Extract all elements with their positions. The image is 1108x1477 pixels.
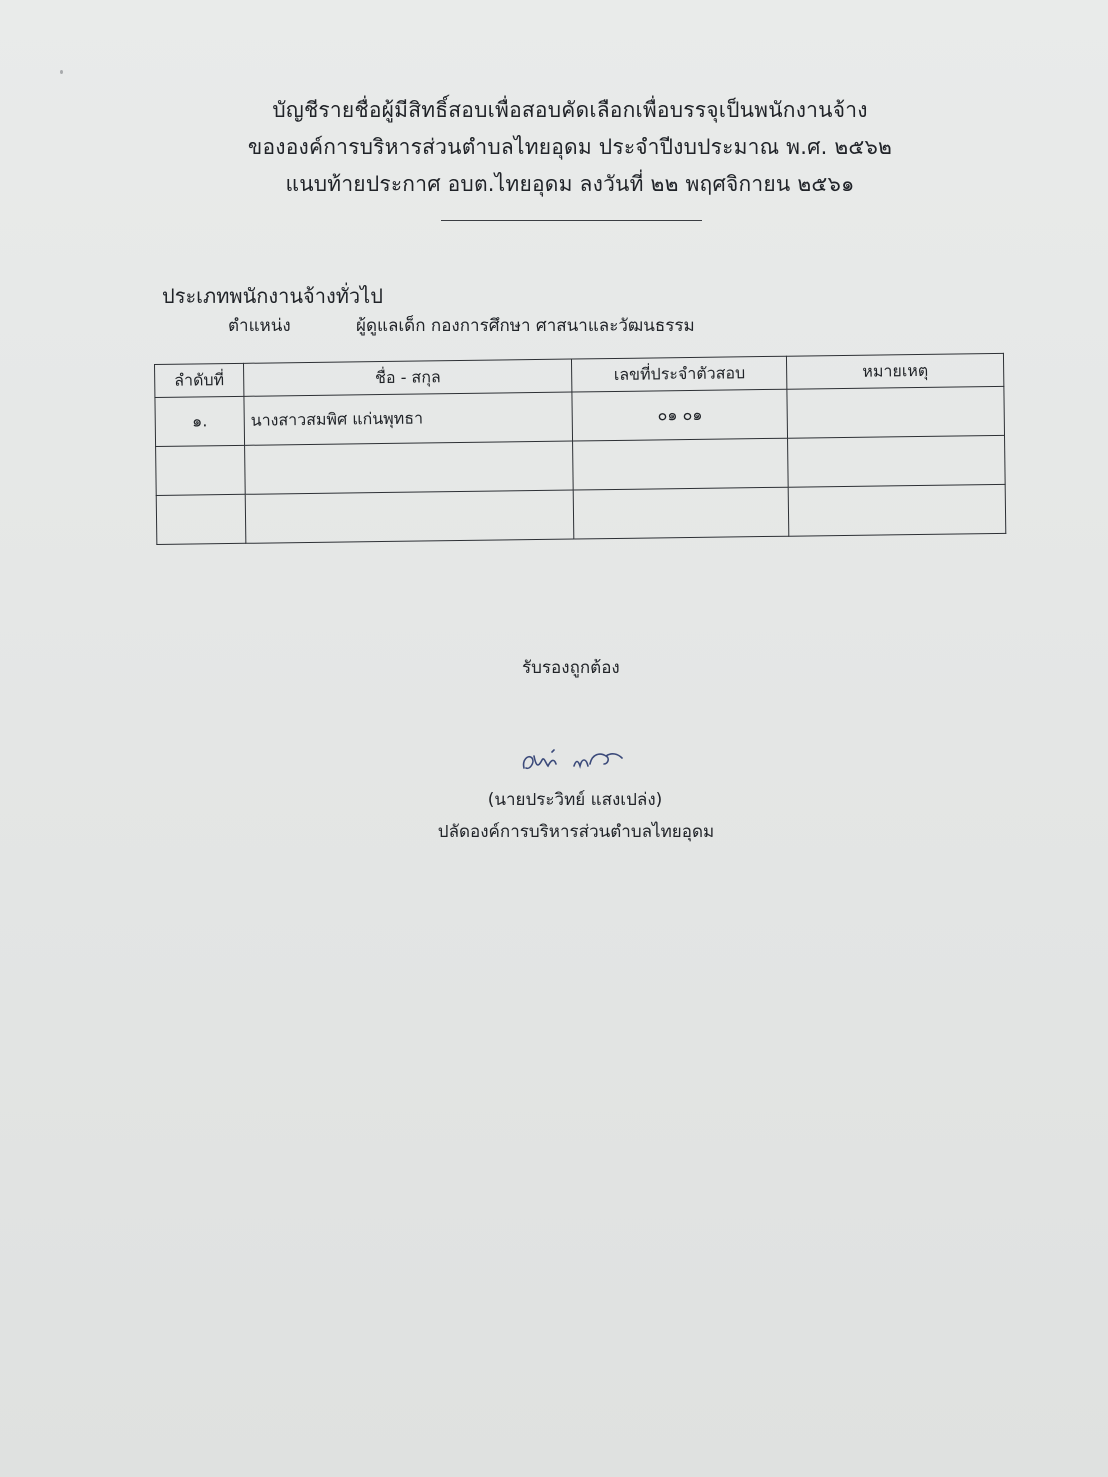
cell-order	[156, 445, 246, 495]
document-title	[200, 92, 940, 203]
cell-name	[245, 490, 574, 543]
candidate-table	[154, 353, 1006, 545]
certify-text: รับรองถูกต้อง	[522, 658, 620, 678]
table-row	[156, 484, 1006, 544]
title-line-2: ขององค์การบริหารส่วนตำบลไทยอุดม ประจำปีงบประมาณ พ.ศ. ๒๕๖๒	[247, 135, 893, 159]
position-line	[228, 312, 695, 339]
paper-speck	[60, 70, 63, 74]
cell-exam-number: ๐๑ ๐๑	[572, 389, 787, 441]
header-remark: หมายเหตุ	[787, 353, 1004, 389]
cell-remark	[787, 386, 1004, 438]
signer-name: (นายประวิทย์ แสงเปล่ง)	[487, 790, 663, 810]
cell-remark	[788, 484, 1005, 536]
position-value: ผู้ดูแลเด็ก กองการศึกษา ศาสนาและวัฒนธรรม	[356, 316, 695, 336]
header-exam-number: เลขที่ประจำตัวสอบ	[572, 356, 787, 392]
title-divider	[441, 220, 702, 221]
cell-order: ๑.	[155, 396, 245, 446]
handwritten-signature	[518, 742, 628, 778]
signer-title: ปลัดองค์การบริหารส่วนตำบลไทยอุดม	[437, 822, 715, 842]
cell-exam-number	[574, 487, 789, 539]
cell-exam-number	[573, 438, 788, 490]
cell-remark	[788, 435, 1005, 487]
position-label: ตำแหน่ง	[228, 316, 291, 336]
header-order: ลำดับที่	[155, 363, 244, 397]
title-line-3: แนบท้ายประกาศ อบต.ไทยอุดม ลงวันที่ ๒๒ พฤศจิกายน ๒๕๖๑	[285, 172, 855, 196]
employee-type-heading: ประเภทพนักงานจ้างทั่วไป	[162, 284, 383, 308]
cell-order	[156, 494, 246, 544]
header-name: ชื่อ - สกุล	[243, 359, 572, 396]
title-line-1: บัญชีรายชื่อผู้มีสิทธิ์สอบเพื่อสอบคัดเลือกเพื่อบรรจุเป็นพนักงานจ้าง	[272, 98, 868, 122]
cell-name: นางสาวสมพิศ แก่นพุทธา	[244, 392, 573, 445]
cell-name	[245, 441, 574, 494]
